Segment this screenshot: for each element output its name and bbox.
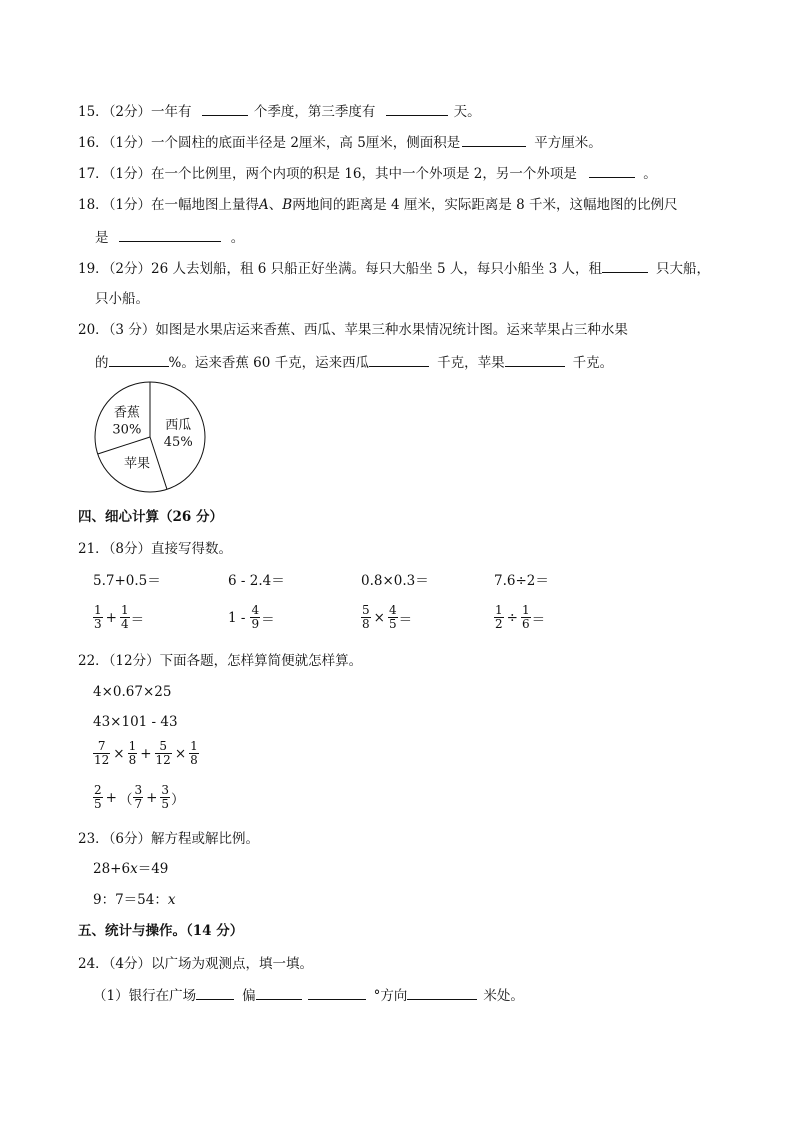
question-text: 只大船， (656, 261, 711, 277)
question-20 (78, 320, 628, 340)
question-text: 以广场为观测点，填一填。 (151, 956, 314, 972)
question-number: 24． (78, 956, 109, 972)
calc-item: 5.7+0.5＝ (93, 573, 161, 589)
pie-slice-banana-label: 香蕉 (113, 405, 140, 421)
question-score: （8分） (108, 541, 152, 557)
question-20-cont (95, 352, 613, 373)
pie-slice-banana-percent: 30% (112, 422, 142, 438)
operator: + (146, 789, 158, 806)
calc-item (92, 740, 200, 767)
question-number: 22． (78, 653, 109, 669)
question-17 (78, 163, 657, 184)
operator: + (140, 745, 152, 762)
fraction: $\frac{1}{3}$ (94, 603, 102, 631)
question-text: 偏 (242, 988, 256, 1004)
question-text: 26 人去划船，租 6 只船正好坐满。每只大船坐 5 人，每只小船坐 3 人，租 (151, 261, 603, 277)
question-text: 是 (95, 230, 109, 246)
question-score: （1分） (108, 197, 152, 213)
pie-slice-watermelon-percent: 45% (163, 435, 193, 451)
point-label: B (282, 197, 293, 213)
equals-sign: ＝ (531, 611, 546, 628)
question-number: 15． (78, 104, 109, 120)
fraction: $\frac{3}{5}$ (161, 783, 170, 811)
question-text: （1）银行在广场 (93, 988, 197, 1004)
equals-sign: ＝ (261, 611, 275, 628)
equation (93, 890, 175, 910)
question-number: 20． (78, 322, 109, 338)
fraction: $\frac{5}{12}$ (155, 739, 171, 767)
answer-blank[interactable] (505, 352, 565, 367)
question-21 (78, 539, 232, 559)
question-number: 17． (78, 166, 109, 182)
fruit-pie-chart (93, 380, 207, 494)
calc-item: 0.8×0.3＝ (361, 573, 429, 589)
question-text: 两地间的距离是 4 厘米，实际距离是 8 千米，这幅地图的比例尺 (292, 197, 678, 213)
question-number: 21． (78, 541, 109, 557)
answer-blank[interactable] (602, 258, 648, 273)
question-text: 米处。 (483, 988, 524, 1004)
operator: + (105, 609, 117, 626)
question-score: （3 分） (108, 322, 156, 338)
question-23 (78, 829, 259, 849)
answer-blank[interactable] (119, 227, 221, 242)
question-score: （2分） (108, 261, 152, 277)
operator: + (105, 789, 117, 806)
answer-blank[interactable] (386, 101, 448, 116)
fraction: $\frac{1}{4}$ (120, 603, 129, 631)
question-text: 一年有 (151, 104, 192, 120)
point-label: A (259, 197, 269, 213)
fraction: $\frac{1}{8}$ (190, 739, 198, 767)
question-score: （1分） (108, 166, 152, 182)
question-text: 只小船。 (95, 291, 149, 307)
operator: ÷ (506, 609, 518, 626)
question-text: 在一个比例里，两个内项的积是 16，其中一个外项是 2，另一个外项是 (151, 166, 577, 182)
question-number: 16． (78, 135, 109, 151)
question-score: （6分） (108, 831, 152, 847)
question-15 (78, 101, 481, 122)
section-5-title: 五、统计与操作。（14 分） (78, 923, 244, 939)
fraction: $\frac{4}{5}$ (388, 603, 397, 631)
operator: × (174, 745, 187, 762)
question-text: 千克，苹果 (437, 355, 505, 371)
question-text: %。运来香蕉 60 千克，运来西瓜 (168, 355, 370, 371)
question-score: （1分） (108, 135, 152, 151)
question-text: 在一幅地图上量得 (151, 197, 260, 213)
question-text: 天。 (453, 104, 481, 120)
pie-slice-watermelon-label: 西瓜 (165, 418, 192, 434)
question-text: 个季度，第三季度有 (253, 104, 376, 120)
question-19 (78, 258, 710, 279)
question-text: 平方厘米。 (534, 135, 602, 151)
question-text: 、 (268, 197, 283, 213)
question-text: 。 (643, 166, 657, 182)
answer-blank[interactable] (109, 352, 169, 367)
question-score: （4分） (108, 956, 152, 972)
question-19-cont (95, 289, 149, 309)
question-text: 千克。 (572, 355, 614, 371)
equation-text: ＝49 (137, 861, 169, 877)
calc-item (92, 604, 144, 631)
fraction: $\frac{7}{12}$ (94, 739, 110, 767)
equation (93, 859, 168, 879)
pie-slice-apple-label: 苹果 (124, 456, 151, 472)
question-text: 解方程或解比例。 (151, 831, 260, 847)
fraction: $\frac{2}{5}$ (94, 783, 102, 811)
question-text: °方向 (373, 988, 408, 1004)
answer-blank[interactable] (196, 985, 234, 1000)
calc-item: 7.6÷2＝ (494, 573, 549, 589)
question-text: 下面各题，怎样算简便就怎样算。 (159, 653, 363, 669)
calc-item (92, 784, 185, 811)
calc-item (228, 604, 275, 631)
variable: x (130, 861, 138, 877)
answer-blank[interactable] (589, 163, 635, 178)
calc-item: 4×0.67×25 (93, 684, 172, 700)
question-text: 如图是水果店运来香蕉、西瓜、苹果三种水果情况统计图。运来苹果占三种水果 (155, 322, 628, 338)
calc-item: 43×101 - 43 (93, 714, 178, 730)
operand: 1 - (228, 609, 246, 626)
answer-blank[interactable] (407, 985, 477, 1000)
answer-blank[interactable] (462, 132, 526, 147)
paren: （ (118, 791, 133, 808)
calc-item: 6 - 2.4＝ (228, 573, 285, 589)
question-score: （2分） (108, 104, 152, 120)
question-text: 一个圆柱的底面半径是 2厘米，高 5厘米，侧面积是 (151, 135, 461, 151)
question-number: 18． (78, 197, 109, 213)
question-text: 的 (95, 355, 109, 371)
fraction: $\frac{5}{8}$ (362, 603, 370, 631)
answer-blank[interactable] (256, 985, 302, 1000)
calc-item (360, 604, 412, 631)
variable: x (167, 892, 176, 908)
fraction: $\frac{1}{2}$ (495, 603, 503, 631)
question-24-sub1 (93, 985, 524, 1006)
calc-item (493, 604, 545, 631)
question-text: 。 (230, 230, 245, 246)
question-24 (78, 954, 313, 974)
fraction: $\frac{4}{9}$ (251, 603, 260, 631)
question-number: 23． (78, 831, 109, 847)
answer-blank[interactable] (202, 101, 248, 116)
equals-sign: ＝ (398, 611, 413, 628)
question-18 (78, 195, 678, 215)
answer-blank[interactable] (369, 352, 429, 367)
operator: × (373, 609, 385, 626)
section-4-title: 四、细心计算（26 分） (78, 509, 223, 525)
fraction: $\frac{3}{7}$ (134, 783, 143, 811)
answer-blank[interactable] (308, 985, 366, 1000)
operator: × (113, 745, 125, 762)
question-text: 直接写得数。 (151, 541, 233, 557)
paren: ） (171, 791, 185, 808)
question-score: （12分） (108, 653, 160, 669)
fraction: $\frac{1}{8}$ (128, 739, 137, 767)
equals-sign: ＝ (130, 611, 145, 628)
fraction: $\frac{1}{6}$ (521, 603, 530, 631)
equation-text: 28+6 (93, 861, 131, 877)
question-number: 19． (78, 261, 109, 277)
question-22 (78, 651, 362, 671)
equation-text: 9：7＝54： (93, 892, 168, 908)
question-16 (78, 132, 602, 153)
question-18-cont (95, 227, 244, 248)
